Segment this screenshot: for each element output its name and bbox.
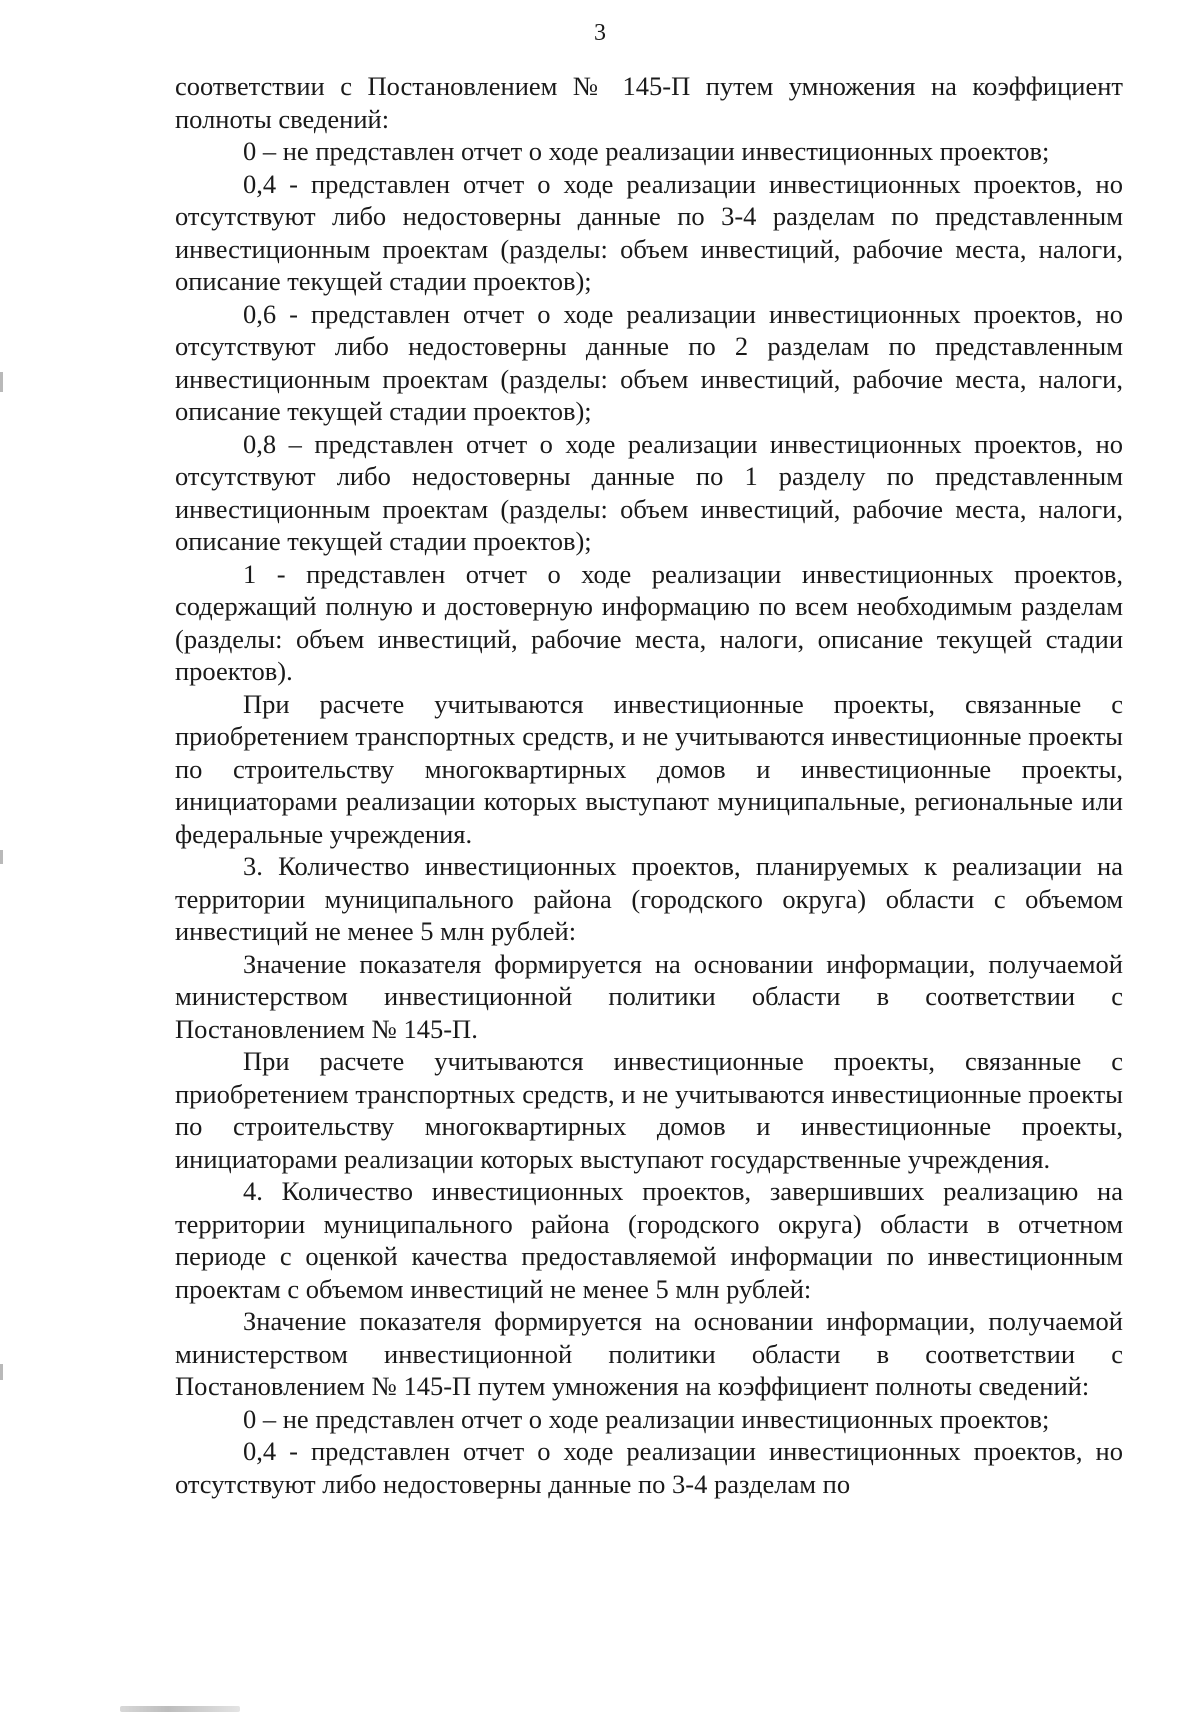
paragraph-item-3-calculation-note: При расчете учитываются инвестиционные проекты, связанные с приобретением транспортных средств, и не учитываются инвестиционные проекты по строительству многоквартирных домов и инвестиционные проекты, инициаторами реализации которых выступают государственные учреждения. — [175, 1046, 1123, 1174]
paragraph-item-3-value: Значение показателя формируется на основании информации, получаемой министерством инвестиционной политики области в соответствии с Постановлением № 145-П. — [175, 948, 1123, 1044]
paragraph-intro-continuation: соответствии с Постановлением № 145-П путем умножения на коэффициент полноты сведений: — [175, 71, 1123, 134]
page-number: 3 — [594, 20, 606, 46]
paragraph-coefficient-0-8: 0,8 – представлен отчет о ходе реализации инвестиционных проектов, но отсутствуют либо недостоверны данные по 1 разделу по представленным инвестиционным проектам (разделы: объем инвестиций, рабочие места, налоги, описание текущей стадии проектов); — [175, 428, 1123, 556]
paragraph-item-4-coefficient-0-4: 0,4 - представлен отчет о ходе реализации инвестиционных проектов, но отсутствуют либо недостоверны данные по 3-4 разделам по — [175, 1436, 1123, 1499]
paragraph-item-4-coefficient-0: 0 – не представлен отчет о ходе реализации инвестиционных проектов; — [243, 1403, 1050, 1434]
scan-edge-mark — [0, 1364, 3, 1380]
paragraph-item-4-heading: 4. Количество инвестиционных проектов, завершивших реализацию на территории муниципального района (городского округа) области в отчетном периоде с оценкой качества предоставляемой информации по инвестиционным проектам с объемом инвестиций не менее 5 млн рублей: — [175, 1176, 1123, 1304]
paragraph-calculation-note: При расчете учитываются инвестиционные проекты, связанные с приобретением транспортных средств, и не учитываются инвестиционные проекты по строительству многоквартирных домов и инвестиционные проекты, инициаторами реализации которых выступают муниципальные, региональные или федеральные учреждения. — [175, 688, 1123, 849]
paragraph-coefficient-0: 0 – не представлен отчет о ходе реализации инвестиционных проектов; — [243, 136, 1050, 166]
document-body — [175, 70, 1123, 1500]
paragraph-coefficient-1: 1 - представлен отчет о ходе реализации инвестиционных проектов, содержащий полную и достоверную информацию по всем необходимым разделам (разделы: объем инвестиций, рабочие места, налоги, описание текущей стадии проектов). — [175, 558, 1123, 686]
paragraph-coefficient-0-6: 0,6 - представлен отчет о ходе реализации инвестиционных проектов, но отсутствуют либо недостоверны данные по 2 разделам по представленным инвестиционным проектам (разделы: объем инвестиций, рабочие места, налоги, описание текущей стадии проектов); — [175, 298, 1123, 426]
scan-edge-mark — [0, 372, 3, 392]
scan-smudge — [120, 1706, 240, 1712]
paragraph-coefficient-0-4: 0,4 - представлен отчет о ходе реализации инвестиционных проектов, но отсутствуют либо недостоверны данные по 3-4 разделам по представленным инвестиционным проектам (разделы: объем инвестиций, рабочие места, налоги, описание текущей стадии проектов); — [175, 168, 1123, 296]
paragraph-item-4-value: Значение показателя формируется на основании информации, получаемой министерством инвестиционной политики области в соответствии с Постановлением № 145-П путем умножения на коэффициент полноты сведений: — [175, 1306, 1123, 1401]
paragraph-item-3-heading: 3. Количество инвестиционных проектов, планируемых к реализации на территории муниципального района (городского округа) области с объемом инвестиций не менее 5 млн рублей: — [175, 851, 1123, 946]
scan-edge-mark — [0, 850, 3, 864]
